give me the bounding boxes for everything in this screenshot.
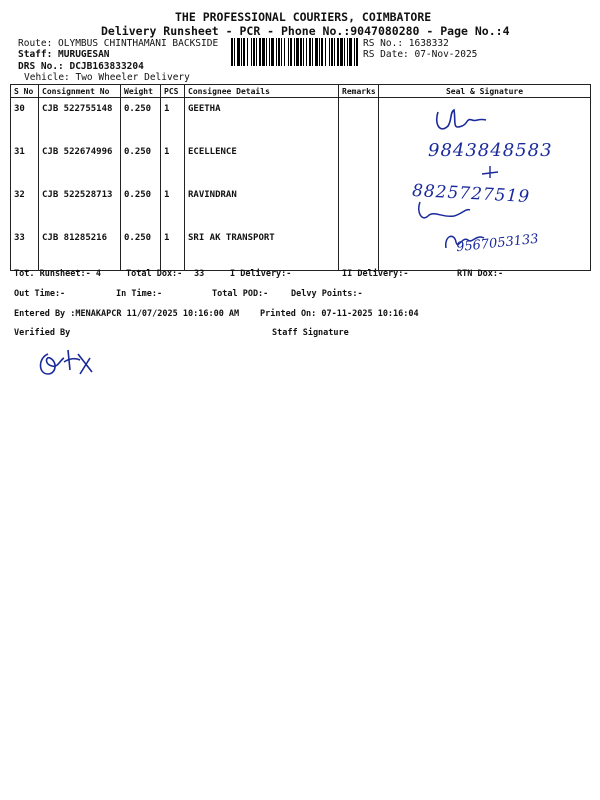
signature-mark-row31 — [478, 162, 502, 182]
signature-phone-row33: 9567053133 — [455, 231, 540, 256]
total-pod: Total POD:- — [212, 289, 269, 299]
signature-scribble-row32 — [414, 198, 474, 226]
rs-date: RS Date: 07-Nov-2025 — [363, 49, 478, 60]
cell-pcs: 1 — [161, 141, 185, 184]
table-header-row — [11, 85, 591, 98]
cell-consignment: CJB 522755148 — [39, 98, 121, 142]
cell-sno: 33 — [11, 227, 39, 271]
col-seal-signature: Seal & Signature — [379, 85, 591, 98]
company-title: THE PROFESSIONAL COURIERS, COIMBATORE — [175, 10, 432, 24]
cell-remarks — [339, 184, 379, 227]
cell-weight: 0.250 — [121, 227, 161, 271]
ii-delivery: II Delivery:- — [342, 269, 409, 279]
cell-pcs: 1 — [161, 98, 185, 142]
col-sno: S No — [11, 85, 39, 98]
col-consignee: Consignee Details — [185, 85, 339, 98]
cell-weight: 0.250 — [121, 98, 161, 142]
total-dox-label: Total Dox:- — [126, 269, 183, 279]
cell-consignment: CJB 522528713 — [39, 184, 121, 227]
col-consignment: Consignment No — [39, 85, 121, 98]
cell-consignee: ECELLENCE — [185, 141, 339, 184]
verifier-signature-scribble — [34, 344, 110, 384]
signature-phone-row32: 8825727519 — [411, 180, 531, 208]
rtn-dox: RTN Dox:- — [457, 269, 504, 279]
cell-consignee: SRI AK TRANSPORT — [185, 227, 339, 271]
tot-runsheet: Tot. Runsheet:- 4 — [14, 269, 101, 279]
verified-by-label: Verified By — [14, 328, 71, 338]
cell-remarks — [339, 141, 379, 184]
cell-sno: 32 — [11, 184, 39, 227]
cell-pcs: 1 — [161, 227, 185, 271]
out-time: Out Time:- — [14, 289, 66, 299]
entered-by: Entered By :MENAKAPCR 11/07/2025 10:16:00 AM — [14, 309, 240, 319]
runsheet-subtitle: Delivery Runsheet - PCR - Phone No.:9047080280 - Page No.:4 — [101, 24, 510, 38]
in-time: In Time:- — [116, 289, 163, 299]
table-row — [11, 98, 591, 142]
route-label: Route: OLYMBUS CHINTHAMANI BACKSIDE — [18, 38, 219, 49]
cell-sno: 30 — [11, 98, 39, 142]
cell-consignment: CJB 522674996 — [39, 141, 121, 184]
barcode-image — [231, 38, 359, 66]
printed-on: Printed On: 07-11-2025 10:16:04 — [260, 309, 419, 319]
cell-remarks — [339, 227, 379, 271]
delvy-points: Delvy Points:- — [291, 289, 363, 299]
cell-sno: 31 — [11, 141, 39, 184]
signature-scribble-row30 — [430, 104, 490, 138]
cell-weight: 0.250 — [121, 141, 161, 184]
col-weight: Weight — [121, 85, 161, 98]
cell-weight: 0.250 — [121, 184, 161, 227]
i-delivery: I Delivery:- — [230, 269, 292, 279]
total-dox-value: 33 — [194, 269, 205, 279]
staff-signature-label: Staff Signature — [272, 328, 349, 338]
drs-number: DRS No.: DCJB163833204 — [18, 61, 144, 72]
cell-remarks — [339, 98, 379, 142]
cell-consignment: CJB 81285216 — [39, 227, 121, 271]
staff-label: Staff: MURUGESAN — [18, 49, 110, 60]
cell-pcs: 1 — [161, 184, 185, 227]
vehicle-label: Vehicle: Two Wheeler Delivery — [24, 72, 190, 83]
col-remarks: Remarks — [339, 85, 379, 98]
cell-consignee: RAVINDRAN — [185, 184, 339, 227]
cell-consignee: GEETHA — [185, 98, 339, 142]
rs-number: RS No.: 1638332 — [363, 38, 449, 49]
col-pcs: PCS — [161, 85, 185, 98]
signature-phone-row31: 9843848583 — [428, 140, 553, 161]
